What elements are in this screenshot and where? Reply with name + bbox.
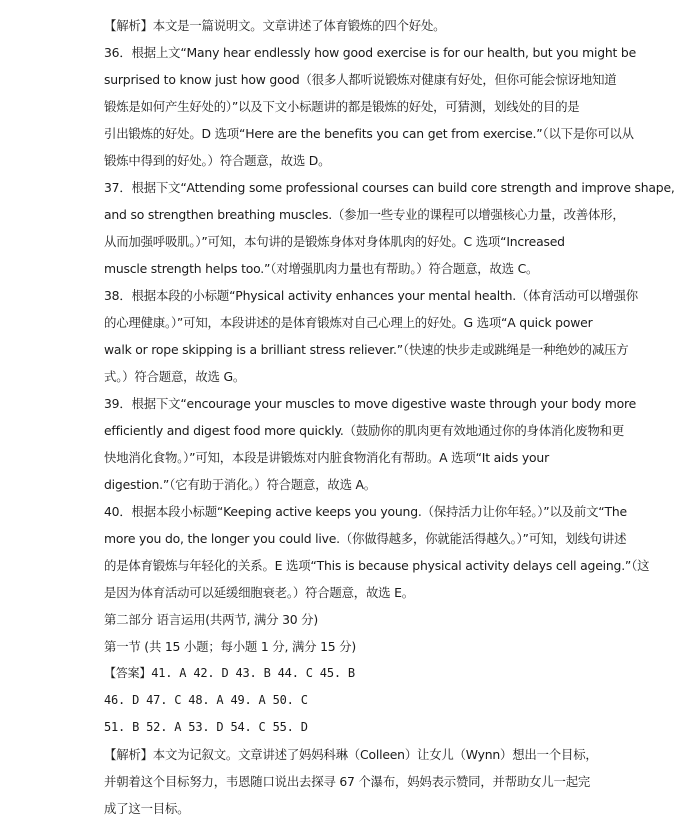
- section-heading: 第二部分 语言运用(共两节, 满分 30 分): [104, 612, 318, 627]
- answer-39-explanation: digestion.”（它有助于消化。）符合题意，故选 A。: [104, 477, 376, 492]
- answer-40-explanation: 40．根据本段小标题“Keeping active keeps you young.（保持活力让你年轻。）”以及前文“The: [104, 504, 627, 519]
- answer-key-line: 51. B 52. A 53. D 54. C 55. D: [104, 720, 308, 734]
- answer-37-explanation: 从而加强呼吸肌。）”可知，本句讲的是锻炼身体对身体肌肉的好处。C 选项“Increased: [104, 234, 565, 249]
- answer-38-explanation: walk or rope skipping is a brilliant stress reliever.”（快速的快步走或跳绳是一种绝妙的减压方: [104, 342, 629, 357]
- answer-39-explanation: efficiently and digest food more quickly.（鼓励你的肌肉更有效地通过你的身体消化废物和更: [104, 423, 625, 438]
- answer-38-explanation: 的心理健康。）”可知，本段讲述的是体育锻炼对自己心理上的好处。G 选项“A quick power: [104, 315, 593, 330]
- answer-40-explanation: 是因为体育活动可以延缓细胞衰老。）符合题意，故选 E。: [104, 585, 414, 600]
- document-page: [104, 12, 675, 822]
- answer-37-explanation: and so strengthen breathing muscles.（参加一些专业的课程可以增强核心力量，改善体形，: [104, 207, 625, 222]
- answer-37-explanation: muscle strength helps too.”（对增强肌肉力量也有帮助。）符合题意，故选 C。: [104, 261, 539, 276]
- analysis-paragraph: 成了这一目标。: [104, 801, 190, 816]
- answer-39-explanation: 39．根据下文“encourage your muscles to move digestive waste through your body more: [104, 396, 637, 411]
- answer-38-explanation: 式。）符合题意，故选 G。: [104, 369, 246, 384]
- subsection-heading: 第一节 (共 15 小题；每小题 1 分, 满分 15 分): [104, 639, 357, 654]
- analysis-heading-line: 【解析】本文是一篇说明文。文章讲述了体育锻炼的四个好处。: [104, 18, 446, 33]
- answer-40-explanation: more you do, the longer you could live.（你做得越多，你就能活得越久。）”可知，划线句讲述: [104, 531, 627, 546]
- answer-36-explanation: 锻炼中得到的好处。）符合题意，故选 D。: [104, 153, 331, 168]
- answer-36-explanation: 36．根据上文“Many hear endlessly how good exercise is for our health, but you might be: [104, 45, 637, 60]
- answer-36-explanation: 锻炼是如何产生好处的）”以及下文小标题讲的都是锻炼的好处，可猜测，划线处的目的是: [104, 99, 580, 114]
- answer-38-explanation: 38．根据本段的小标题“Physical activity enhances your mental health.（体育活动可以增强你: [104, 288, 638, 303]
- answer-39-explanation: 快地消化食物。）”可知，本段是讲锻炼对内脏食物消化有帮助。A 选项“It aids your: [104, 450, 549, 465]
- answer-37-explanation: 37．根据下文“Attending some professional courses can build core strength and improve shape,: [104, 180, 675, 195]
- answer-40-explanation: 的是体育锻炼与年轻化的关系。E 选项“This is because physical activity delays cell ageing.”（这: [104, 558, 650, 573]
- answer-36-explanation: 引出锻炼的好处。D 选项“Here are the benefits you can get from exercise.”（以下是你可以从: [104, 126, 634, 141]
- answer-key-line: 【答案】41. A 42. D 43. B 44. C 45. B: [104, 666, 355, 680]
- answer-key-line: 46. D 47. C 48. A 49. A 50. C: [104, 693, 308, 707]
- analysis-paragraph: 【解析】本文为记叙文。文章讲述了妈妈科琳（Colleen）让女儿（Wynn）想出一个目标，: [104, 747, 598, 762]
- answer-36-explanation: surprised to know just how good（很多人都听说锻炼对健康有好处，但你可能会惊讶地知道: [104, 72, 617, 87]
- analysis-paragraph: 并朝着这个目标努力，韦恩随口说出去探寻 67 个瀑布，妈妈表示赞同，并帮助女儿一起完: [104, 774, 591, 789]
